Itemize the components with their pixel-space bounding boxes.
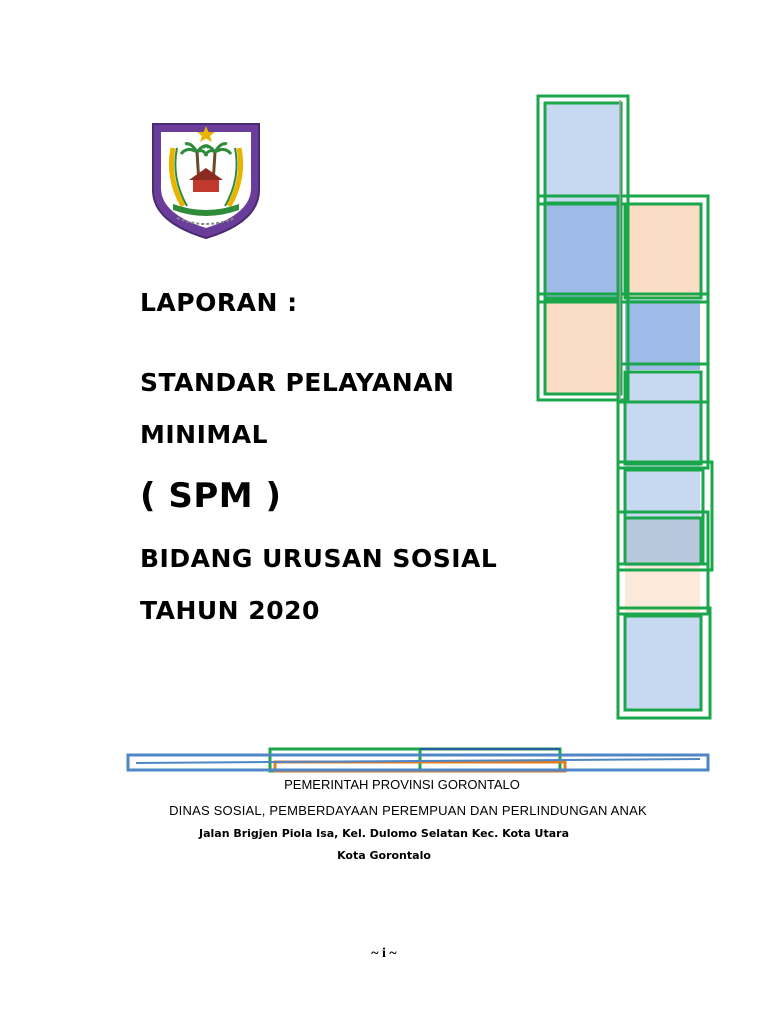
title-standar-pelayanan: STANDAR PELAYANAN bbox=[140, 368, 455, 397]
footer-city: Kota Gorontalo bbox=[337, 849, 431, 862]
title-bidang-urusan: BIDANG URUSAN SOSIAL bbox=[140, 544, 498, 573]
title-tahun: TAHUN 2020 bbox=[140, 596, 320, 625]
title-minimal: MINIMAL bbox=[140, 420, 269, 449]
title-spm: ( SPM ) bbox=[140, 476, 282, 516]
gorontalo-province-emblem-icon bbox=[147, 118, 265, 240]
footer-government: PEMERINTAH PROVINSI GORONTALO bbox=[284, 777, 520, 792]
footer-address: Jalan Brigjen Piola Isa, Kel. Dulomo Selatan Kec. Kota Utara bbox=[198, 827, 569, 840]
footer-agency: DINAS SOSIAL, PEMBERDAYAAN PEREMPUAN DAN PERLINDUNGAN ANAK bbox=[169, 803, 647, 818]
page-number: ~ i ~ bbox=[371, 946, 397, 961]
title-laporan: LAPORAN : bbox=[140, 288, 298, 317]
